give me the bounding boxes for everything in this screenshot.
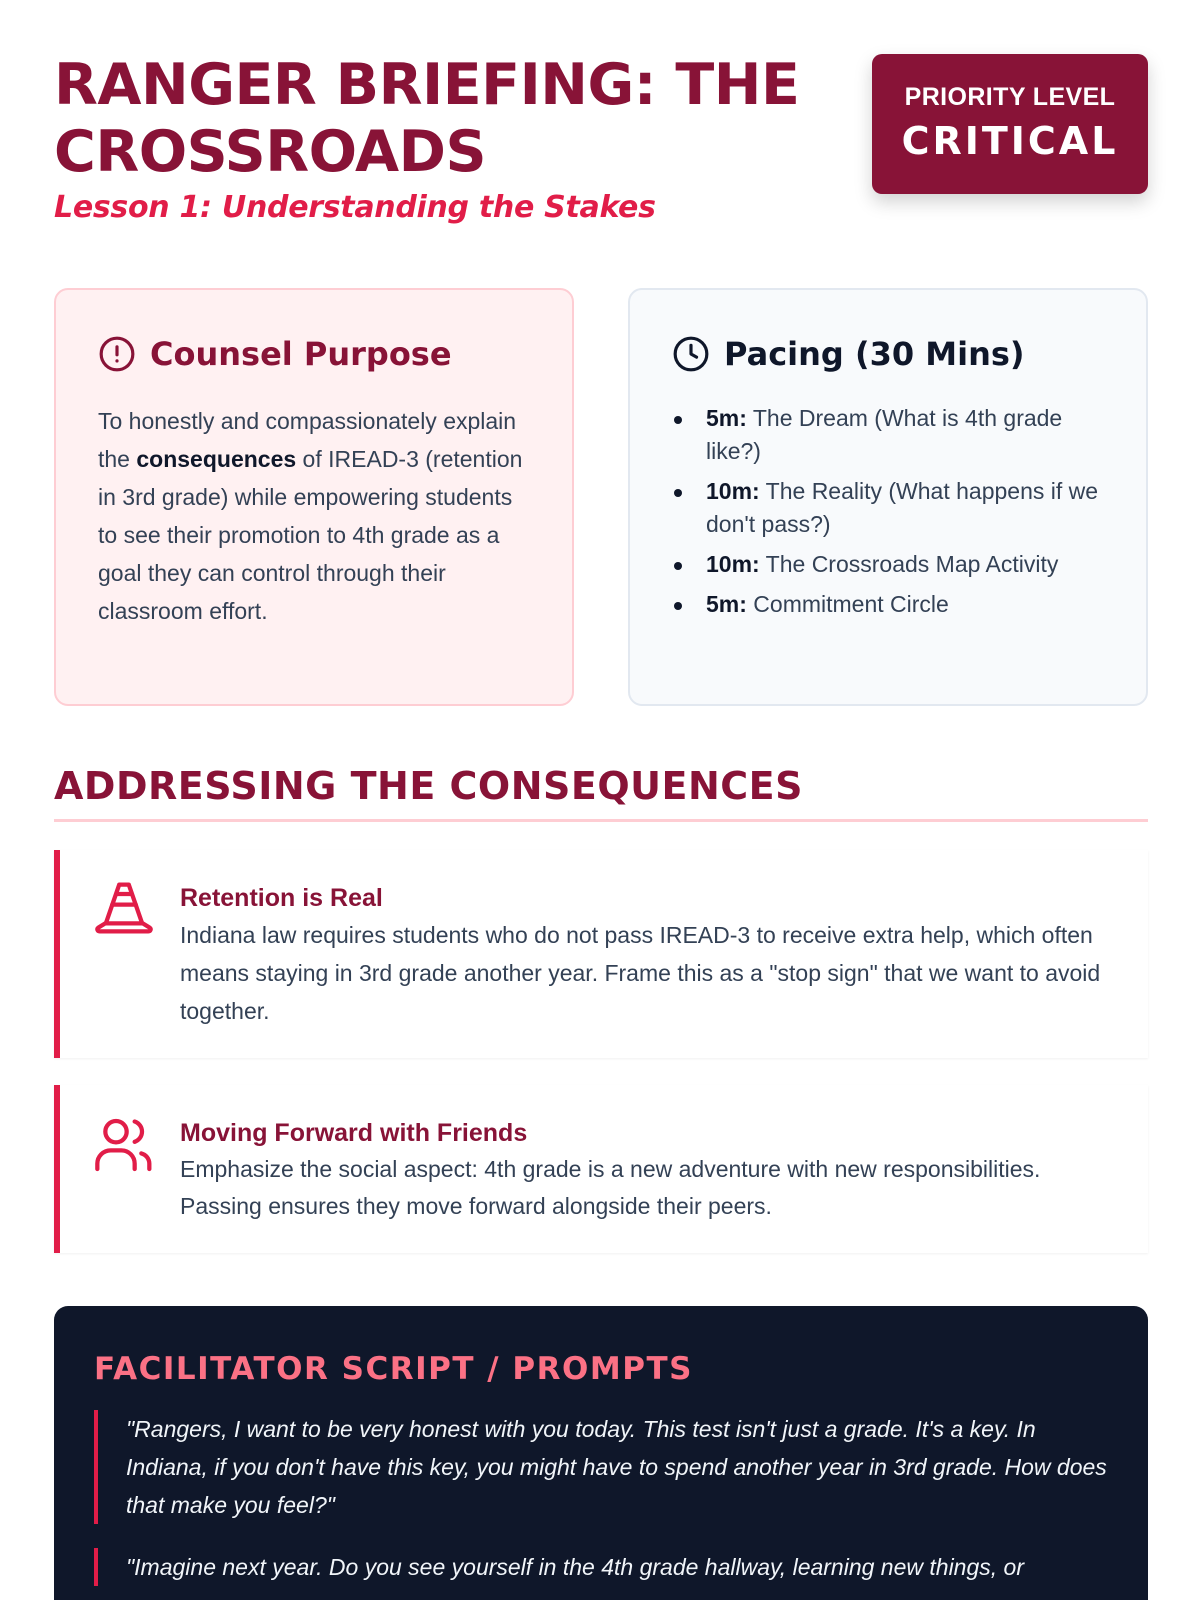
consequence-card-retention <box>54 850 1148 1058</box>
pacing-text: The Crossroads Map Activity <box>759 551 1059 577</box>
card-title: Pacing (30 Mins) <box>724 335 1025 373</box>
card-header <box>672 332 1106 376</box>
consequence-body <box>180 880 1120 1030</box>
pacing-time: 10m: <box>706 478 760 504</box>
purpose-text-part: of IREAD-3 (retention in 3rd grade) while empowering students to see their promotion to 4th grade as a goal they can control through their classroom effort. <box>98 446 523 624</box>
list-item <box>672 475 1106 541</box>
section-title: ADDRESSING THE CONSEQUENCES <box>54 762 1148 822</box>
lesson-subtitle: Lesson 1: Understanding the Stakes <box>54 190 656 225</box>
script-title: FACILITATOR SCRIPT / PROMPTS <box>94 1351 693 1387</box>
purpose-text <box>98 402 532 630</box>
pacing-text: The Dream (What is 4th grade like?) <box>706 405 1063 464</box>
purpose-text-part: To honestly and compassionately explain the <box>98 408 517 472</box>
script-prompt: "Rangers, I want to be very honest with you today. This test isn't just a grade. It's a key. In Indiana, if you don't have this key, you might have to spend another year in 3rd grade. How does that make you feel?" <box>94 1410 1108 1524</box>
page-title: RANGER BRIEFING: THE CROSSROADS <box>54 52 800 185</box>
priority-badge <box>872 54 1148 194</box>
pacing-time: 5m: <box>706 591 747 617</box>
consequence-text: Indiana law requires students who do not pass IREAD-3 to receive extra help, which often means staying in 3rd grade another year. Frame this as a "stop sign" that we want to avoid together. <box>180 922 1101 1024</box>
list-item <box>672 548 1106 581</box>
consequence-title: Moving Forward with Friends <box>180 1119 528 1147</box>
card-header <box>98 332 532 376</box>
pacing-time: 5m: <box>706 405 747 431</box>
priority-label: PRIORITY LEVEL <box>904 83 1116 111</box>
clock-icon <box>672 335 710 373</box>
pacing-text: Commitment Circle <box>746 591 949 617</box>
list-item <box>672 588 1106 621</box>
consequence-text: Emphasize the social aspect: 4th grade is a new adventure with new responsibilities. Passing ensures they move forward alongside their peers. <box>180 1156 1041 1219</box>
card-title: Counsel Purpose <box>150 335 452 373</box>
pacing-text: The Reality (What happens if we don't pass?) <box>706 478 1099 537</box>
pacing-card <box>628 288 1148 706</box>
facilitator-script-panel <box>54 1306 1148 1600</box>
priority-value: CRITICAL <box>901 119 1119 163</box>
pacing-list <box>672 402 1106 621</box>
consequence-body <box>180 1115 1120 1225</box>
users-icon <box>92 1113 156 1177</box>
purpose-text-bold: consequences <box>136 446 297 472</box>
list-item <box>672 402 1106 468</box>
pacing-time: 10m: <box>706 551 760 577</box>
consequence-card-friends <box>54 1085 1148 1253</box>
alert-circle-icon <box>98 335 136 373</box>
traffic-cone-icon <box>92 878 156 942</box>
counsel-purpose-card <box>54 288 574 706</box>
page-header <box>54 52 1148 232</box>
consequence-title: Retention is Real <box>180 884 383 912</box>
script-prompt: "Imagine next year. Do you see yourself in the 4th grade hallway, learning new things, or <box>94 1548 1108 1586</box>
